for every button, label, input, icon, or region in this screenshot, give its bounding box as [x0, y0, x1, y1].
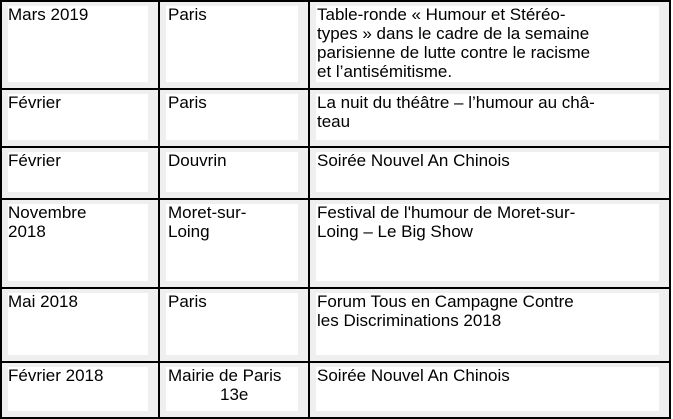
place-text: Douvrin [168, 151, 227, 171]
event-cell [309, 362, 670, 418]
place-text: Moret-sur- Loing [168, 202, 247, 241]
event-text: Forum Tous en Campagne Contre les Discriminations 2018 [317, 292, 574, 331]
date-text: Mars 2019 [8, 5, 89, 24]
date-text: Février 2018 [8, 366, 104, 386]
table-row [1, 147, 670, 199]
table-row [1, 362, 670, 418]
place-text: Paris [168, 93, 207, 113]
place-cell [159, 288, 309, 362]
date-cell [1, 89, 159, 147]
place-cell [159, 147, 309, 199]
table-row [1, 1, 670, 89]
date-text: Mai 2018 [8, 292, 78, 312]
place-cell [159, 199, 309, 288]
table-row [1, 199, 670, 288]
place-text [160, 363, 308, 404]
date-cell [1, 288, 159, 362]
place-cell [159, 362, 309, 418]
event-text: Soirée Nouvel An Chinois [317, 151, 510, 171]
place-text: Paris [168, 292, 207, 312]
place-text-line1: Mairie de Paris [168, 366, 282, 386]
table-row [1, 288, 670, 362]
event-cell [309, 147, 670, 199]
event-cell [309, 1, 670, 89]
date-cell [1, 147, 159, 199]
date-cell [1, 1, 159, 89]
event-text: Festival de l'humour de Moret-sur- Loing – Le Big Show [317, 202, 576, 241]
table-row [1, 89, 670, 147]
place-text-line2: 13e [220, 385, 249, 405]
event-cell [309, 199, 670, 288]
event-text: Soirée Nouvel An Chinois [317, 366, 510, 386]
event-text: Table-ronde « Humour et Stéréo- types » dans le cadre de la semaine parisienne de lutte contre le racisme et l’antisémitisme. [317, 5, 591, 81]
place-cell [159, 1, 309, 89]
date-text: Février [8, 151, 61, 171]
event-cell [309, 89, 670, 147]
date-text: Novembre 2018 [8, 202, 87, 241]
date-cell [1, 199, 159, 288]
place-text: Paris [168, 5, 207, 24]
date-cell [1, 362, 159, 418]
event-cell [309, 288, 670, 362]
place-cell [159, 89, 309, 147]
event-text: La nuit du théâtre – l’humour au châ- teau [317, 93, 595, 132]
date-text: Février [8, 93, 61, 113]
